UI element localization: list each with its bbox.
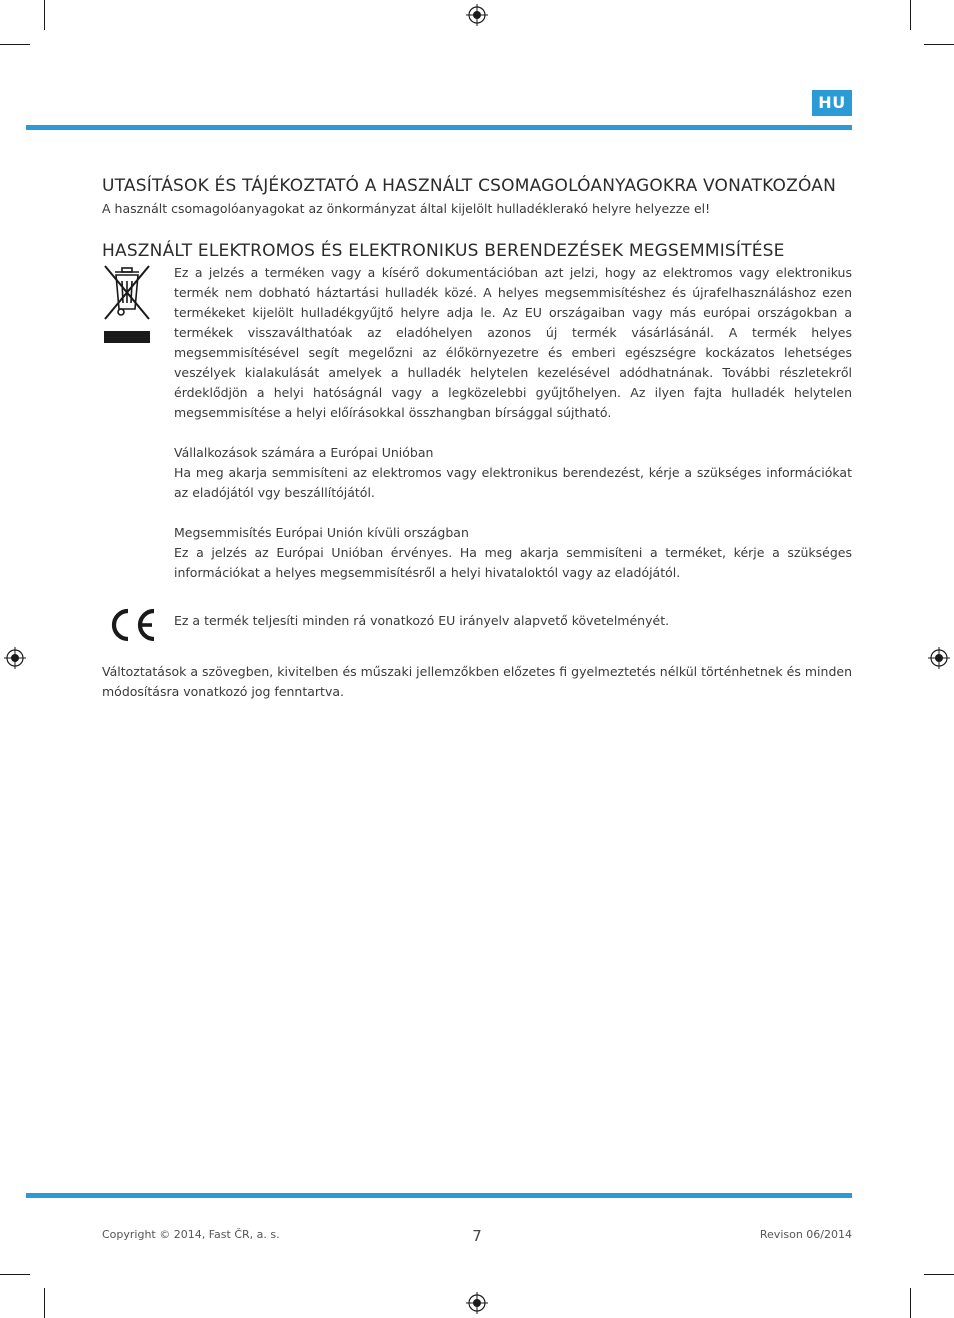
non-eu-text: Ez a jelzés az Európai Unióban érvényes. Ha meg akarja semmisíteni a terméket, kérje a szükséges információkat a helyes megsemmisítésről a helyi hivataloktól vagy az eladójától. — [174, 545, 852, 580]
crop-mark — [0, 1274, 30, 1275]
section-title-packaging: UTASÍTÁSOK ÉS TÁJÉKOZTATÓ A HASZNÁLT CSOMAGOLÓANYAGOKRA VONATKOZÓAN — [102, 176, 837, 196]
crop-mark — [44, 0, 45, 30]
ce-mark-icon — [106, 605, 158, 645]
weee-block — [102, 263, 852, 583]
registration-mark-icon — [466, 4, 488, 26]
non-eu-heading: Megsemmisítés Európai Unión kívüli országban — [174, 525, 469, 540]
disclaimer-text: Változtatások a szövegben, kivitelben és műszaki jellemzőkben előzetes fi gyelmeztetés nélkül történhetnek és minden módosításra vonatkozó jog fenntartva. — [102, 664, 852, 699]
ce-compliance-text: Ez a termék teljesíti minden rá vonatkozó EU irányelv alapvető követelményét. — [174, 613, 670, 628]
page-content — [102, 174, 852, 702]
crop-mark — [924, 1274, 954, 1275]
crop-mark — [924, 44, 954, 45]
crop-mark — [910, 0, 911, 30]
eu-business-heading: Vállalkozások számára a Európai Unióban — [174, 445, 434, 460]
registration-mark-icon — [4, 647, 26, 669]
weee-crossed-bin-icon — [102, 263, 152, 343]
page-number: 7 — [472, 1227, 482, 1245]
copyright-text: Copyright © 2014, Fast ČR, a. s. — [102, 1228, 280, 1241]
crop-mark — [910, 1288, 911, 1318]
header-divider — [26, 125, 852, 130]
language-badge: HU — [812, 90, 852, 116]
crop-mark — [44, 1288, 45, 1318]
eu-business-text: Ha meg akarja semmisíteni az elektromos vagy elektronikus berendezést, kérje a szükséges információkat az eladójától vgy beszállítójától. — [174, 465, 852, 500]
footer-divider — [26, 1193, 852, 1198]
section-title-weee: HASZNÁLT ELEKTROMOS ÉS ELEKTRONIKUS BERENDEZÉSEK MEGSEMMISÍTÉSE — [102, 241, 785, 261]
weee-description: Ez a jelzés a terméken vagy a kísérő dokumentációban azt jelzi, hogy az elektromos vagy elektronikus termék nem dobható háztartási hulladék közé. A helyes megsemmisítéshez és újrafelhasználáshoz ezen termékeket kijelölt hulladékgyűjtő helyre adja le. Az EU országaiban vagy más európai országokban a termékek visszaválthatóak az eladóhelyen azonos új termék vásárlásánál. A termék helyes megsemmisítésével segít megelőzni az élőkörnyezetre és emberi egészségre kockázatos lehetséges veszélyek kialakulását amelyek a hulladék helytelen kezelésével adódhatnának. További részletekről érdeklődjön a helyi hatóságnál vagy a legközelebbi gyűjtőhelyen. Az ilyen fajta hulladék helytelen megsemmisítése a helyi előírásokkal összhangban bírsággal sújtható. — [174, 265, 852, 420]
crop-mark — [0, 44, 30, 45]
registration-mark-icon — [466, 1292, 488, 1314]
registration-mark-icon — [928, 647, 950, 669]
packaging-instructions: A használt csomagolóanyagokat az önkormányzat által kijelölt hulladéklerakó helyre helyezze el! — [102, 201, 711, 216]
ce-block — [102, 605, 852, 645]
revision-text: Revison 06/2014 — [759, 1228, 852, 1241]
